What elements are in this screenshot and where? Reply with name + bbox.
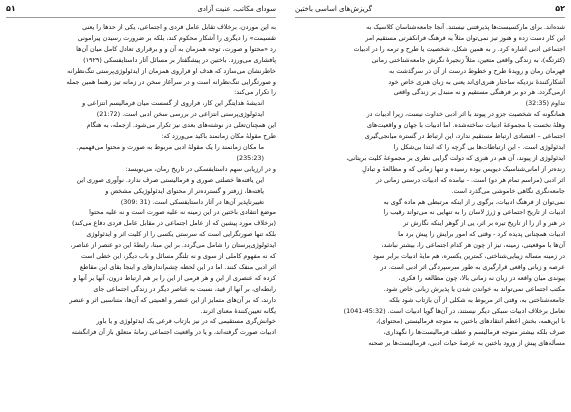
text-line: با این‌همه، بخش اعظم انتقادهاى باختین به متوجه فرمالیستی (محتوای)،: [376, 317, 565, 326]
text-line: ادبیات همچنانی پدیده کرد - وقتى که امور برایش را پیش برد ما: [398, 230, 565, 239]
text-line: خوانش‌گرى مستقیمى که در نیز بازتاب فرعى یک ایدئولوژى و یا باور: [96, 317, 276, 326]
text-line: پافشارى می‌ورزد. باختین در پیشگفتار بر مسائل آثار داستایفسکى (۱۹۲۹): [83, 55, 276, 64]
text-line: این کار دست زده و هنوز تیز نمی‌توان مثلاً به فرهنگ فرانکفرتی مستقیم امر: [365, 33, 565, 42]
running-title: گریزش‌هاى اساسى باختین: [295, 5, 372, 13]
text-line: تقسیمت» را دیگرى را آشکار محکوم کند، بلکه بر ضرورت رسیدن پیرامونى: [77, 33, 276, 42]
text-line: ما مکان زمانمند را یک مقولهٔ ادبى مربوط به صورت و محتوا می‌فهمیم.: [76, 142, 264, 151]
text-line: ازمی‌گردد. هر دو بر فرهنگى مستقیم و نه منبدل بر زندگى واقعى: [393, 88, 565, 97]
text-line: اندیشهٔ هدایتگر این کار، فراروى از گسست میان فرمالیسم انتزاعى و: [82, 99, 264, 108]
text-line: قهرمان رمان و رویدهٔ طرح و خطوط درست از آن در سرگذشت به: [388, 66, 565, 75]
text-line: به این موردن، برخلاف تقابل عامل فردى و اجتماعى، یکى از حدها را یعنى: [82, 23, 276, 31]
text-line: خاطرنشان می‌سازد که هدف او فراروى همزمان از ایدئولوژى‌پرستى تنگ‌نظرانه: [67, 66, 276, 75]
text-line: این یافته‌ها خصلتى صورى و فرمالیستى صرف ندارد. نوآورى صورى این: [76, 175, 264, 184]
text-line: نمى‌توان از فرهنگ ادبیات، برگوی ر از اینکه مرتبطی هم ماده گوی به: [383, 197, 565, 206]
text-line: اجتماعى ادبى اشاره کرد. ر به همین شکل، شخصیت یا طرح و ترمه را در ادبیات: [353, 44, 565, 53]
left-page: [6, 0, 276, 412]
text-line: مسأله‌هاى پیش از ورود باختین به عرصهٔ حیات ادبى، فرمالیست‌ها بر صحنه: [368, 339, 565, 348]
page-number: ۵۲: [555, 4, 565, 13]
text-line: که نه مفهوم کاملی از سوى و نه تلنگر مسائل و باب دیگر، این خطى است: [80, 252, 276, 261]
text-line: در هنر و از را از تاریخ تیره بر اثر، یى‌ از گوهر اینکه نگارش تر: [403, 219, 565, 228]
text-line: تداوم (32:35): [525, 99, 565, 108]
header-rule: [6, 17, 276, 18]
text-line: مکتب اجتماعى نمى‌تواند به خواندن شدن یا پذیرش زبانى خاص شود.: [383, 284, 565, 293]
text-line: بلکه تنها صورتگرایى است که سرستى یکسى را از کلیت اثر و ایدئولوژى: [86, 230, 276, 239]
text-line: شده‌اند. براى مارکسیست‌ها پذیرفتنى نیستند. آنجا جامعه‌شناسان کلاسیک به: [366, 23, 565, 31]
text-line: رد «محتوا و صورت، توجه همزمان به آن و و برقرارى تعادل کامل میان آن‌ها: [76, 44, 276, 53]
text-line: وهلهٔ نخست با مجموعهٔ ادبیات ساخته‌شده. اما ادبیات با جهان و واقعیت‌هاى: [366, 121, 565, 130]
text-line: (برخلاف مورد پیشین که از عامل اجتماعى در مقابل عامل فردى دفاع می‌کند): [71, 219, 276, 228]
text-line: اجتماعى – اقتصادى ارتباط مستقیم ندارد، این ارتباط در گستره میانجى‌گیرى: [364, 132, 565, 141]
text-line: ادبیات از تاریخ اجتماعى و ژرژ لاسان را به تنهایى نه می‌تواند رقیب را: [383, 208, 565, 217]
text-line: این همچنان‌تعلى در نوشته‌هاى بعدى نیز تکرار می‌شود. ازجمله، به هنگام: [86, 121, 276, 130]
text-line: ایدئولوژى است. - این ارتباطات‌ها بى‌ گرچه را که ابتدا بى‌شکل را: [393, 142, 565, 151]
text-line: جامعه‌شناختى به، وقتى اثر مربوط به شکلى از آن بازتاب شود بلکه: [388, 295, 565, 304]
text-line: (کثرتگه)، به زندگى واقعى متعین، مثلاً زنجیرهٔ نگرش جامعه‌شناختى رمانى: [371, 55, 565, 64]
text-line: را تکرار می‌کند:: [234, 88, 276, 97]
text-line: و در ارزیابى سهم داستایفسکى در تاریخ رمان، می‌نویسد:: [125, 164, 276, 173]
right-page-body: [295, 22, 565, 349]
text-line: (235:23): [236, 153, 264, 162]
left-page-body: [6, 22, 276, 338]
running-title: سوداى مكاتب، عنيت آزادى: [197, 5, 276, 13]
header-rule: [295, 17, 565, 18]
text-line: دارند، که بر آن‌هاى متمایز از این عنصر و اهمیتى که آن‌ها، متناسبی اثر و عنصر: [69, 295, 276, 304]
text-line: ایدئولوژى‌پرستان را شامل می‌گردد. بر این مبنا، رابطهٔ این دو عنصر از عناصر،: [70, 241, 276, 250]
text-line: یافته‌ها، ژرفتر و گسترده‌تر از محتواى ایدئولوژیکى مشخص و: [105, 186, 264, 195]
text-line: ادبیات صورت گرفته‌اند، و یا در واقعیت اجتماعى زمانهٔ متعلق باز آن فرانگشته: [71, 328, 276, 337]
text-line: ایدئولوژى‌پرستى انتزاعى در بررسى سخن ادبى است. (21:72): [96, 110, 264, 119]
right-page-header: [295, 3, 565, 15]
text-line: کرده که عنصرى از این و هر فرمى از این را بر هم ارتباط درون، آنها بر آنها و: [73, 273, 276, 282]
text-line: طرح مقولهٔ مکان زمانمند باکید می‌ورزد که:: [161, 132, 276, 141]
text-line: پیوندى میان واقعه در زبان نه زمانى بالا، چون مطالعه را فکرى،: [398, 273, 565, 282]
text-line: همانگونه که شخصیت جزو در پیوند با اثر ادبى خداوت نیست، زیرا ادبیات در: [366, 110, 565, 119]
left-page-header: [6, 3, 276, 15]
text-line: یگانه تعیین‌کنندهٔ معناى اثرند.: [200, 306, 276, 315]
text-line: زنده‌تر از امانى‌شناسیک دیویس بوده رسیده و تنها زمانى که و مطالعهٔ و تبادلِ: [362, 164, 565, 173]
text-line: آن‌ها با موقعیتى، زمینه، تیز از چون هر کدام اجتماعى را، بیشتر نباشد،: [381, 241, 565, 250]
text-line: جامعه‌نگرى نگاهى خاموشى می‌گذرد است.: [451, 186, 565, 195]
text-line: عرصه و زبانى واقعى قرارگیری به طور سرسپردگى اثر ادبى است. در: [380, 262, 565, 271]
text-line: اثر ادبى منفک کنند. اما در این لحظه چشم‌اندازهاى و اینجا بقاى این مقاطع: [79, 262, 276, 271]
text-line: تعامل برخلاف ادبیات سبکى دیگر نیستند، در آن‌ها گویا ادبیات است. (45:32-1041): [343, 306, 565, 315]
text-line: ایدئولوژى از پیوند، آن هم در هنرى که دولت گرایى نظرى بر مجموعهٔ کلیت بریتانى،: [346, 153, 565, 162]
right-page: [295, 0, 565, 412]
page-number: ۵۱: [6, 4, 16, 13]
text-line: صرف بلکه بیشتر متوجه فرمالیسم و عطف فرمالیست‌ها را نگهدارى،: [383, 328, 565, 337]
text-line: اثر ادبى (مراسم تمام هر دو) است. - نیامده که ادبیات درستى زمانى در: [375, 175, 565, 184]
text-line: و صورتگرایى تنگ‌نظرانه است و در سرآغاز سخن در زمانه تیز رهنما همین جمله: [66, 77, 276, 86]
text-line: رابطه‌ای، بر آنها از قید، نسبت به عناصر دیگر در زندگى اجتماعى جاى: [93, 284, 276, 293]
text-line: موضع انتقادى باختین در این زمینه نه علیه صورت است و نه علیه محتوا: [89, 208, 276, 217]
text-line: در زمینه مساله زیبایى‌شناختى، کمترین یکسره، هم مایهٔ ادبیات برابر سود: [373, 252, 565, 261]
text-line: آشکارکنندهٔ نزدیکه ساحتار هنرى‌اى‌اند یعنى به زبان هنرى خاص خود: [388, 77, 565, 86]
text-line: تغییرناپذیر آن‌ها در آثار داستایفسکى است. (31 :309): [120, 197, 264, 206]
